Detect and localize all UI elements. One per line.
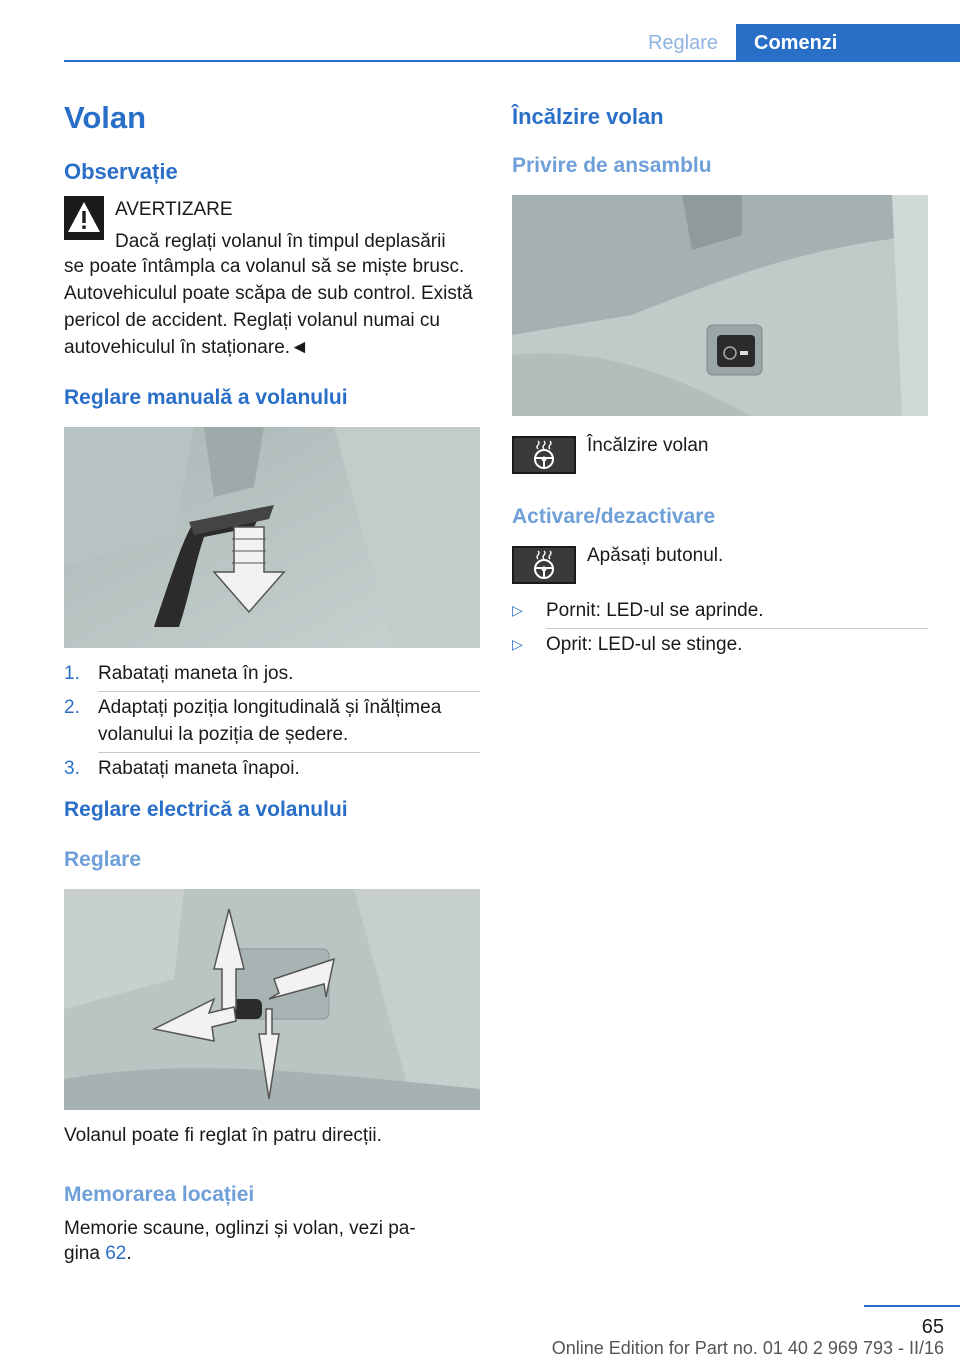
directions-text: Volanul poate fi reglat în patru direcții. [64,1125,382,1146]
electric-adjust-photo [64,889,480,1110]
electric-heading: Reglare electrică a volanului [64,798,348,821]
list-item [512,631,928,658]
memory-text: Memorie scaune, oglinzi și volan, vezi pa- [64,1218,416,1239]
page-title: Volan [64,100,147,135]
page-link[interactable]: 62 [105,1243,127,1264]
press-text: Apăsați butonul. [587,545,724,566]
heated-steering-wheel-icon[interactable] [512,546,576,584]
warning-text: se poate întâmpla ca volanul să se miște brusc. Autovehiculul poate scăpa de sub control. Există pericol de accident. Reglați volanul numai cu autovehiculul în staționare.◄ [64,256,473,358]
edition-footer: Online Edition for Part no. 01 40 2 969 793 - II/16 [551,1338,944,1358]
warning-triangle-icon [64,196,104,240]
overview-subheading: Privire de ansamblu [512,154,712,177]
note-heading: Observație [64,159,178,184]
list-item [64,755,480,782]
bullet-triangle-icon: ▷ [512,636,523,652]
item-text: Oprit: LED-ul se stinge. [546,634,743,655]
memory-text-end: . [126,1243,132,1264]
manual-lever-photo [64,427,480,648]
memory-text-line2 [64,1240,480,1267]
heated-steering-wheel-icon [512,436,576,474]
status-list [512,597,928,658]
step-text: Rabatați maneta în jos. [98,663,294,684]
heated-wheel-heading: Încălzire volan [512,104,664,129]
heated-wheel-button-photo [512,195,928,416]
memory-text-prefix: gina [64,1243,106,1264]
footer-rule [864,1305,960,1307]
icon-caption: Încălzire volan [587,435,709,456]
page-number: 65 [921,1316,944,1338]
divider [98,752,480,753]
step-text: Adaptați poziția longitudinală și înălțimea volanului la poziția de ședere. [98,697,442,745]
step-number: 3. [64,758,80,779]
reglare-subheading: Reglare [64,848,142,871]
manual-heading: Reglare manuală a volanului [64,386,348,409]
list-item [64,694,480,748]
step-number: 2. [64,697,80,718]
step-text: Rabatați maneta înapoi. [98,758,300,779]
memory-heading: Memorarea locației [64,1183,255,1206]
warning-label: AVERTIZARE [115,199,233,220]
step-number: 1. [64,663,80,684]
header-section-label: Reglare [647,32,719,54]
list-item [64,660,480,687]
header-rule [64,60,960,62]
list-item [512,597,928,624]
warning-line1: Dacă reglați volanul în timpul deplasării [115,231,446,252]
divider [98,691,480,692]
activate-heading: Activare/dezactivare [512,505,716,528]
divider [546,628,928,629]
item-text: Pornit: LED-ul se aprinde. [546,600,764,621]
header-chapter-tab: Comenzi [736,24,960,62]
steps-list [64,660,480,782]
bullet-triangle-icon: ▷ [512,602,523,618]
